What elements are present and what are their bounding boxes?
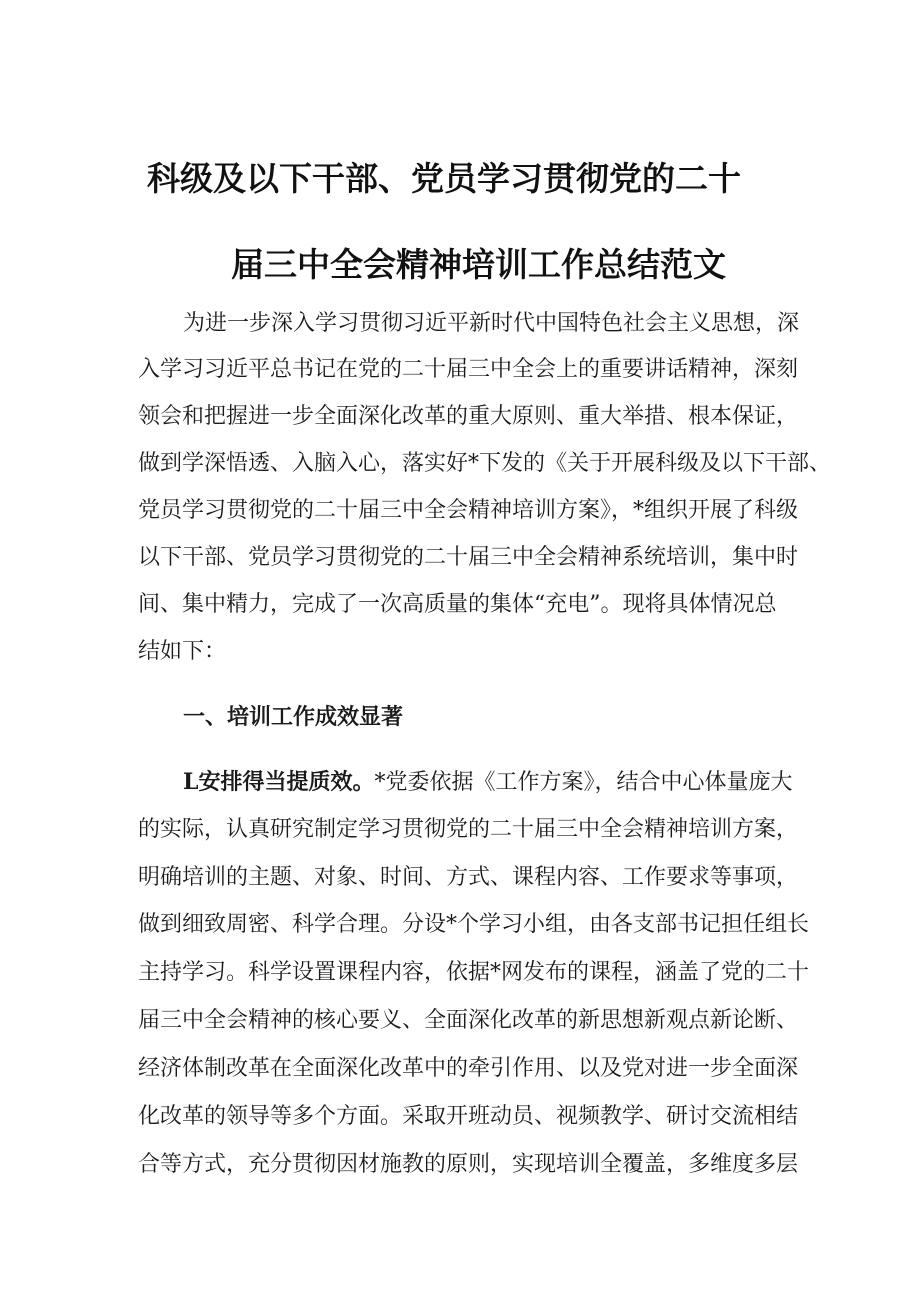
intro-line: 党员学习贯彻党的二十届三中全会精神培训方案》，*组织开展了科级: [138, 498, 799, 523]
intro-line: 结如下：: [138, 639, 227, 664]
paragraph-line: 明确培训的主题、对象、时间、方式、课程内容、工作要求等事项，: [138, 865, 799, 890]
intro-line: 间、集中精力，完成了一次高质量的集体“充电”。现将具体情况总: [138, 592, 777, 617]
paragraph-line-rest: *党委依据《工作方案》，结合中心体量庞大: [374, 770, 793, 795]
intro-line: 入学习习近平总书记在党的二十届三中全会上的重要讲话精神，深刻: [138, 357, 799, 382]
paragraph-lead: L安排得当提质效。: [183, 769, 375, 795]
document-title-line-1: 科级及以下干部、党员学习贯彻党的二十: [147, 159, 741, 198]
intro-line: 为进一步深入学习贯彻习近平新时代中国特色社会主义思想，深: [183, 311, 800, 336]
paragraph-line: 合等方式，充分贯彻因材施教的原则，实现培训全覆盖，多维度多层: [138, 1152, 799, 1177]
paragraph-line: 的实际，认真研究制定学习贯彻党的二十届三中全会精神培训方案，: [138, 817, 799, 842]
paragraph-line: 经济体制改革在全面深化改革中的牵引作用、以及党对进一步全面深: [138, 1056, 799, 1081]
paragraph-line: [183, 767, 793, 798]
paragraph-line: 届三中全会精神的核心要义、全面深化改革的新思想新观点新论断、: [138, 1008, 799, 1033]
document-title-line-2: 届三中全会精神培训工作总结范文: [231, 245, 726, 284]
section-heading: 一、培训工作成效显著: [183, 704, 404, 730]
paragraph-line: 化改革的领导等多个方面。采取开班动员、视频教学、研讨交流相结: [138, 1104, 799, 1129]
intro-line: 做到学深悟透、入脑入心，落实好*下发的《关于开展科级及以下干部、: [138, 451, 832, 476]
intro-line: 以下干部、党员学习贯彻党的二十届三中全会精神系统培训，集中时: [138, 545, 799, 570]
intro-line: 领会和把握进一步全面深化改革的重大原则、重大举措、根本保证，: [138, 404, 799, 429]
paragraph-line: 主持学习。科学设置课程内容，依据*网发布的课程，涵盖了党的二十: [138, 960, 810, 985]
paragraph-line: 做到细致周密、科学合理。分设*个学习小组，由各支部书记担任组长: [138, 912, 810, 937]
